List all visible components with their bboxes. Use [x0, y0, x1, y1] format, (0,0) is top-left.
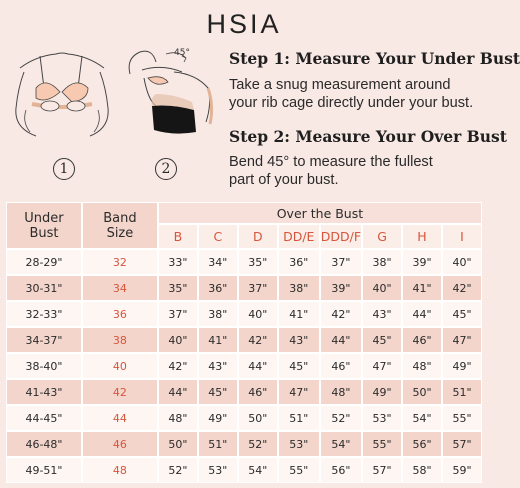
header-under-line1: Under	[24, 210, 64, 226]
header-under-bust	[6, 202, 82, 249]
over-bust-cell: 50"	[238, 405, 278, 431]
over-bust-cell: 43"	[198, 353, 238, 379]
over-bust-cell: 40"	[158, 327, 198, 353]
over-bust-cell: 47"	[362, 353, 402, 379]
over-bust-cell: 38"	[362, 249, 402, 275]
over-bust-cell: 36"	[198, 275, 238, 301]
over-bust-cell: 47"	[442, 327, 482, 353]
over-bust-cell: 55"	[278, 457, 320, 483]
step2-text-line2: part of your bust.	[229, 172, 339, 188]
under-bust-cell: 30-31"	[6, 275, 82, 301]
over-bust-cell: 48"	[402, 353, 442, 379]
over-bust-cell: 55"	[442, 405, 482, 431]
band-size-cell: 38	[82, 327, 158, 353]
over-bust-cell: 49"	[198, 405, 238, 431]
cup-header: B	[158, 224, 198, 249]
over-bust-cell: 53"	[362, 405, 402, 431]
table-row	[6, 249, 482, 275]
step1-title: Step 1: Measure Your Under Bust	[229, 49, 520, 68]
under-bust-cell: 32-33"	[6, 301, 82, 327]
over-bust-cell: 42"	[238, 327, 278, 353]
over-bust-cell: 48"	[158, 405, 198, 431]
angle-label: 45°	[174, 48, 190, 58]
band-size-cell: 32	[82, 249, 158, 275]
under-bust-cell: 49-51"	[6, 457, 82, 483]
over-bust-cell: 48"	[320, 379, 362, 405]
over-bust-cell: 33"	[158, 249, 198, 275]
over-bust-cell: 56"	[320, 457, 362, 483]
band-size-cell: 46	[82, 431, 158, 457]
over-bust-cell: 44"	[158, 379, 198, 405]
over-bust-cell: 45"	[442, 301, 482, 327]
over-bust-cell: 35"	[158, 275, 198, 301]
over-bust-cell: 43"	[278, 327, 320, 353]
cup-header: DDD/F	[320, 224, 362, 249]
over-bust-cell: 57"	[442, 431, 482, 457]
over-bust-cell: 42"	[158, 353, 198, 379]
table-row	[6, 301, 482, 327]
over-bust-cell: 45"	[362, 327, 402, 353]
over-bust-cell: 49"	[442, 353, 482, 379]
under-bust-illustration	[6, 48, 118, 148]
header-under-line2: Bust	[29, 225, 59, 241]
over-bust-cell: 40"	[238, 301, 278, 327]
header-band-size	[82, 202, 158, 249]
over-bust-cell: 38"	[278, 275, 320, 301]
over-bust-cell: 40"	[442, 249, 482, 275]
table-row	[6, 405, 482, 431]
over-bust-cell: 41"	[198, 327, 238, 353]
over-bust-cell: 45"	[278, 353, 320, 379]
over-bust-cell: 46"	[238, 379, 278, 405]
over-bust-cell: 44"	[320, 327, 362, 353]
step1-text-line1: Take a snug measurement around	[229, 77, 451, 93]
over-bust-cell: 47"	[278, 379, 320, 405]
table-row	[6, 431, 482, 457]
header-over-bust: Over the Bust	[158, 202, 482, 224]
over-bust-cell: 51"	[198, 431, 238, 457]
step-number-2-badge: 2	[155, 158, 177, 180]
step2-title: Step 2: Measure Your Over Bust	[229, 127, 507, 146]
over-bust-cell: 58"	[402, 457, 442, 483]
step2-text-line1: Bend 45° to measure the fullest	[229, 154, 433, 170]
over-bust-cell: 37"	[320, 249, 362, 275]
brand-logo: HSIA	[206, 9, 282, 39]
band-size-cell: 40	[82, 353, 158, 379]
over-bust-illustration	[122, 44, 226, 154]
over-bust-cell: 53"	[278, 431, 320, 457]
band-size-cell: 44	[82, 405, 158, 431]
over-bust-cell: 46"	[402, 327, 442, 353]
over-bust-cell: 40"	[362, 275, 402, 301]
band-size-cell: 42	[82, 379, 158, 405]
under-bust-cell: 46-48"	[6, 431, 82, 457]
over-bust-cell: 56"	[402, 431, 442, 457]
under-bust-cell: 41-43"	[6, 379, 82, 405]
table-row	[6, 457, 482, 483]
over-bust-cell: 36"	[278, 249, 320, 275]
over-bust-cell: 51"	[442, 379, 482, 405]
table-row	[6, 275, 482, 301]
over-bust-cell: 37"	[158, 301, 198, 327]
over-bust-cell: 45"	[198, 379, 238, 405]
band-size-cell: 48	[82, 457, 158, 483]
cup-header: D	[238, 224, 278, 249]
over-bust-cell: 39"	[320, 275, 362, 301]
over-bust-cell: 41"	[278, 301, 320, 327]
over-bust-cell: 44"	[402, 301, 442, 327]
under-bust-cell: 38-40"	[6, 353, 82, 379]
table-row	[6, 353, 482, 379]
over-bust-cell: 52"	[238, 431, 278, 457]
over-bust-cell: 37"	[238, 275, 278, 301]
step-number-1-badge: 1	[53, 158, 75, 180]
over-bust-cell: 39"	[402, 249, 442, 275]
cup-header: G	[362, 224, 402, 249]
over-bust-cell: 46"	[320, 353, 362, 379]
over-bust-cell: 50"	[158, 431, 198, 457]
size-chart-table	[6, 202, 482, 483]
cup-header: H	[402, 224, 442, 249]
under-bust-cell: 44-45"	[6, 405, 82, 431]
over-bust-cell: 44"	[238, 353, 278, 379]
over-bust-cell: 57"	[362, 457, 402, 483]
over-bust-cell: 42"	[320, 301, 362, 327]
over-bust-cell: 41"	[402, 275, 442, 301]
table-row	[6, 327, 482, 353]
over-bust-cell: 59"	[442, 457, 482, 483]
under-bust-cell: 28-29"	[6, 249, 82, 275]
over-bust-cell: 43"	[362, 301, 402, 327]
over-bust-cell: 34"	[198, 249, 238, 275]
over-bust-cell: 54"	[402, 405, 442, 431]
header-band-line1: Band	[103, 210, 137, 226]
over-bust-cell: 54"	[238, 457, 278, 483]
over-bust-cell: 51"	[278, 405, 320, 431]
over-bust-cell: 52"	[320, 405, 362, 431]
cup-header: I	[442, 224, 482, 249]
under-bust-cell: 34-37"	[6, 327, 82, 353]
cup-header: C	[198, 224, 238, 249]
over-bust-cell: 50"	[402, 379, 442, 405]
over-bust-cell: 52"	[158, 457, 198, 483]
header-band-line2: Size	[106, 225, 134, 241]
over-bust-cell: 42"	[442, 275, 482, 301]
step1-text-line2: your rib cage directly under your bust.	[229, 95, 474, 111]
band-size-cell: 34	[82, 275, 158, 301]
table-row	[6, 379, 482, 405]
over-bust-cell: 53"	[198, 457, 238, 483]
over-bust-cell: 38"	[198, 301, 238, 327]
cup-header: DD/E	[278, 224, 320, 249]
over-bust-cell: 49"	[362, 379, 402, 405]
over-bust-cell: 35"	[238, 249, 278, 275]
over-bust-cell: 55"	[362, 431, 402, 457]
over-bust-cell: 54"	[320, 431, 362, 457]
band-size-cell: 36	[82, 301, 158, 327]
